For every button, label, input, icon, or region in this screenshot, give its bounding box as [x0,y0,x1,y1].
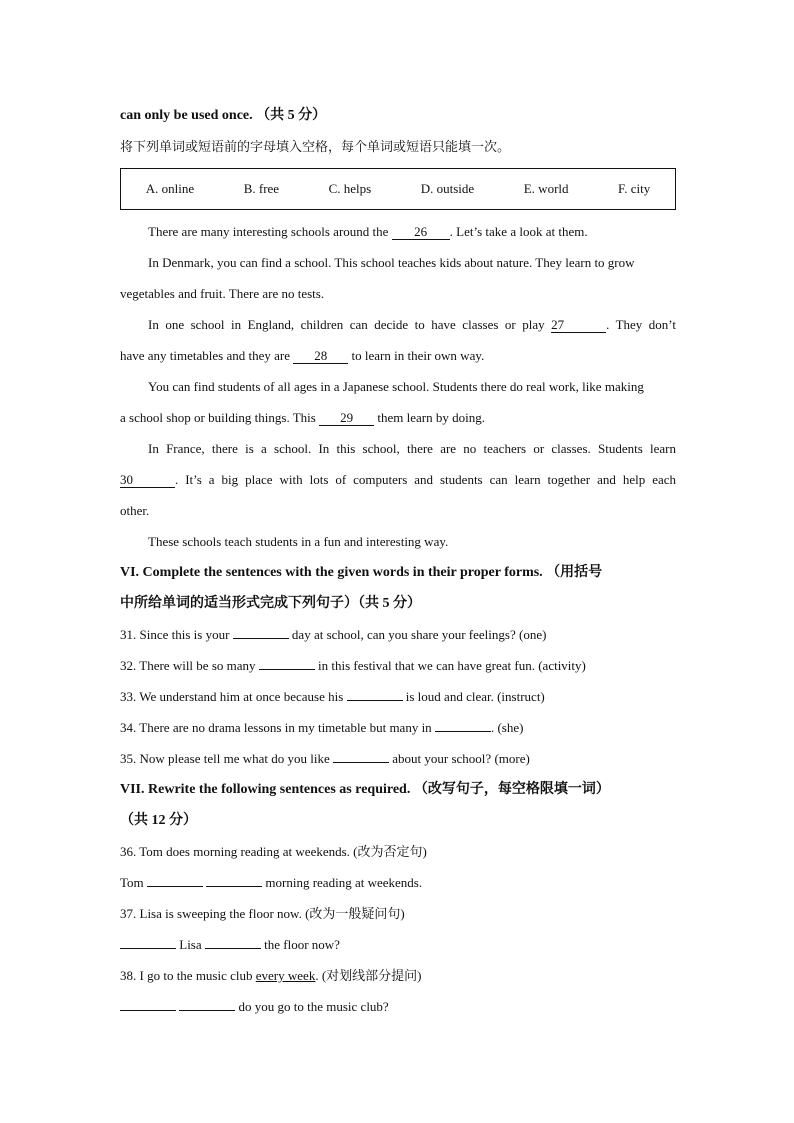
answer-line-37: Lisa the floor now? [120,929,676,960]
option-d: D. outside [420,181,475,196]
section5-instruction-en: can only be used once. （共 5 分） [120,108,327,123]
blank-28[interactable]: 28 [293,349,348,364]
option-b: B. free [243,181,280,196]
answer-blank-34[interactable] [435,717,491,732]
passage-paragraph-3-line-1: In one school in England, children can decide to have classes or play 27 . They don’t [148,317,677,332]
section7-heading-line-2: （共 12 分） [120,813,197,828]
answer-blank-35[interactable] [333,748,389,763]
answer-line-36: Tom morning reading at weekends. [120,867,676,898]
answer-blank-37-1[interactable] [120,934,176,949]
question-34: 34. There are no drama lessons in my timetable but many in . (she) [120,712,676,743]
passage-paragraph-2-line-1: In Denmark, you can find a school. This school teaches kids about nature. They learn to grow [148,255,635,270]
section6-heading-line-2: 中所给单词的适当形式完成下列句子）（共 5 分） [120,596,421,611]
passage-paragraph-5-line-2: 30 . It’s a big place with lots of computers and students can learn together and help each [120,472,676,487]
passage-paragraph-6: These schools teach students in a fun and interesting way. [148,534,449,549]
question-35: 35. Now please tell me what do you like about your school? (more) [120,743,676,774]
passage-paragraph-4-line-2: a school shop or building things. This 29 them learn by doing. [120,410,485,425]
answer-blank-31[interactable] [233,624,289,639]
question-37: 37. Lisa is sweeping the floor now. (改为一般疑问句) [120,906,405,921]
worksheet-page [120,100,676,1022]
option-c: C. helps [328,181,372,196]
section5-instruction-cn: 将下列单词或短语前的字母填入空格，每个单词或短语只能填一次。 [120,139,511,154]
blank-29[interactable]: 29 [319,411,374,426]
answer-blank-37-2[interactable] [205,934,261,949]
answer-blank-38-1[interactable] [120,996,176,1011]
blank-26[interactable]: 26 [392,225,450,240]
question-33: 33. We understand him at once because his is loud and clear. (instruct) [120,681,676,712]
passage-paragraph-3-line-2: have any timetables and they are 28 to learn in their own way. [120,348,485,363]
option-e: E. world [523,181,569,196]
question-32: 32. There will be so many in this festival that we can have great fun. (activity) [120,650,676,681]
answer-blank-38-2[interactable] [179,996,235,1011]
question-38: 38. I go to the music club every week. (对划线部分提问) [120,968,422,983]
section6-heading-line-1: VI. Complete the sentences with the given words in their proper forms. （用括号 [120,565,603,580]
word-options-box [120,168,676,210]
answer-blank-32[interactable] [259,655,315,670]
passage-paragraph-5-line-1: In France, there is a school. In this school, there are no teachers or classes. Students learn [148,441,676,456]
answer-line-38: do you go to the music club? [120,991,676,1022]
passage-paragraph-1: There are many interesting schools around the 26 . Let’s take a look at them. [148,224,588,239]
blank-27[interactable]: 27 [551,318,606,333]
question-31: 31. Since this is your day at school, can you share your feelings? (one) [120,619,676,650]
option-f: F. city [618,181,651,196]
option-a: A. online [145,181,195,196]
answer-blank-36-1[interactable] [147,872,203,887]
answer-blank-36-2[interactable] [206,872,262,887]
question-36: 36. Tom does morning reading at weekends. (改为否定句) [120,844,427,859]
passage-paragraph-5-line-3: other. [120,503,150,518]
passage-paragraph-4-line-1: You can find students of all ages in a Japanese school. Students there do real work, like making [148,379,644,394]
passage-paragraph-2-line-2: vegetables and fruit. There are no tests. [120,286,325,301]
answer-blank-33[interactable] [347,686,403,701]
underlined-phrase: every week [255,968,316,983]
section7-heading-line-1: VII. Rewrite the following sentences as required. （改写句子，每空格限填一词） [120,782,610,797]
blank-30[interactable]: 30 [120,473,175,488]
